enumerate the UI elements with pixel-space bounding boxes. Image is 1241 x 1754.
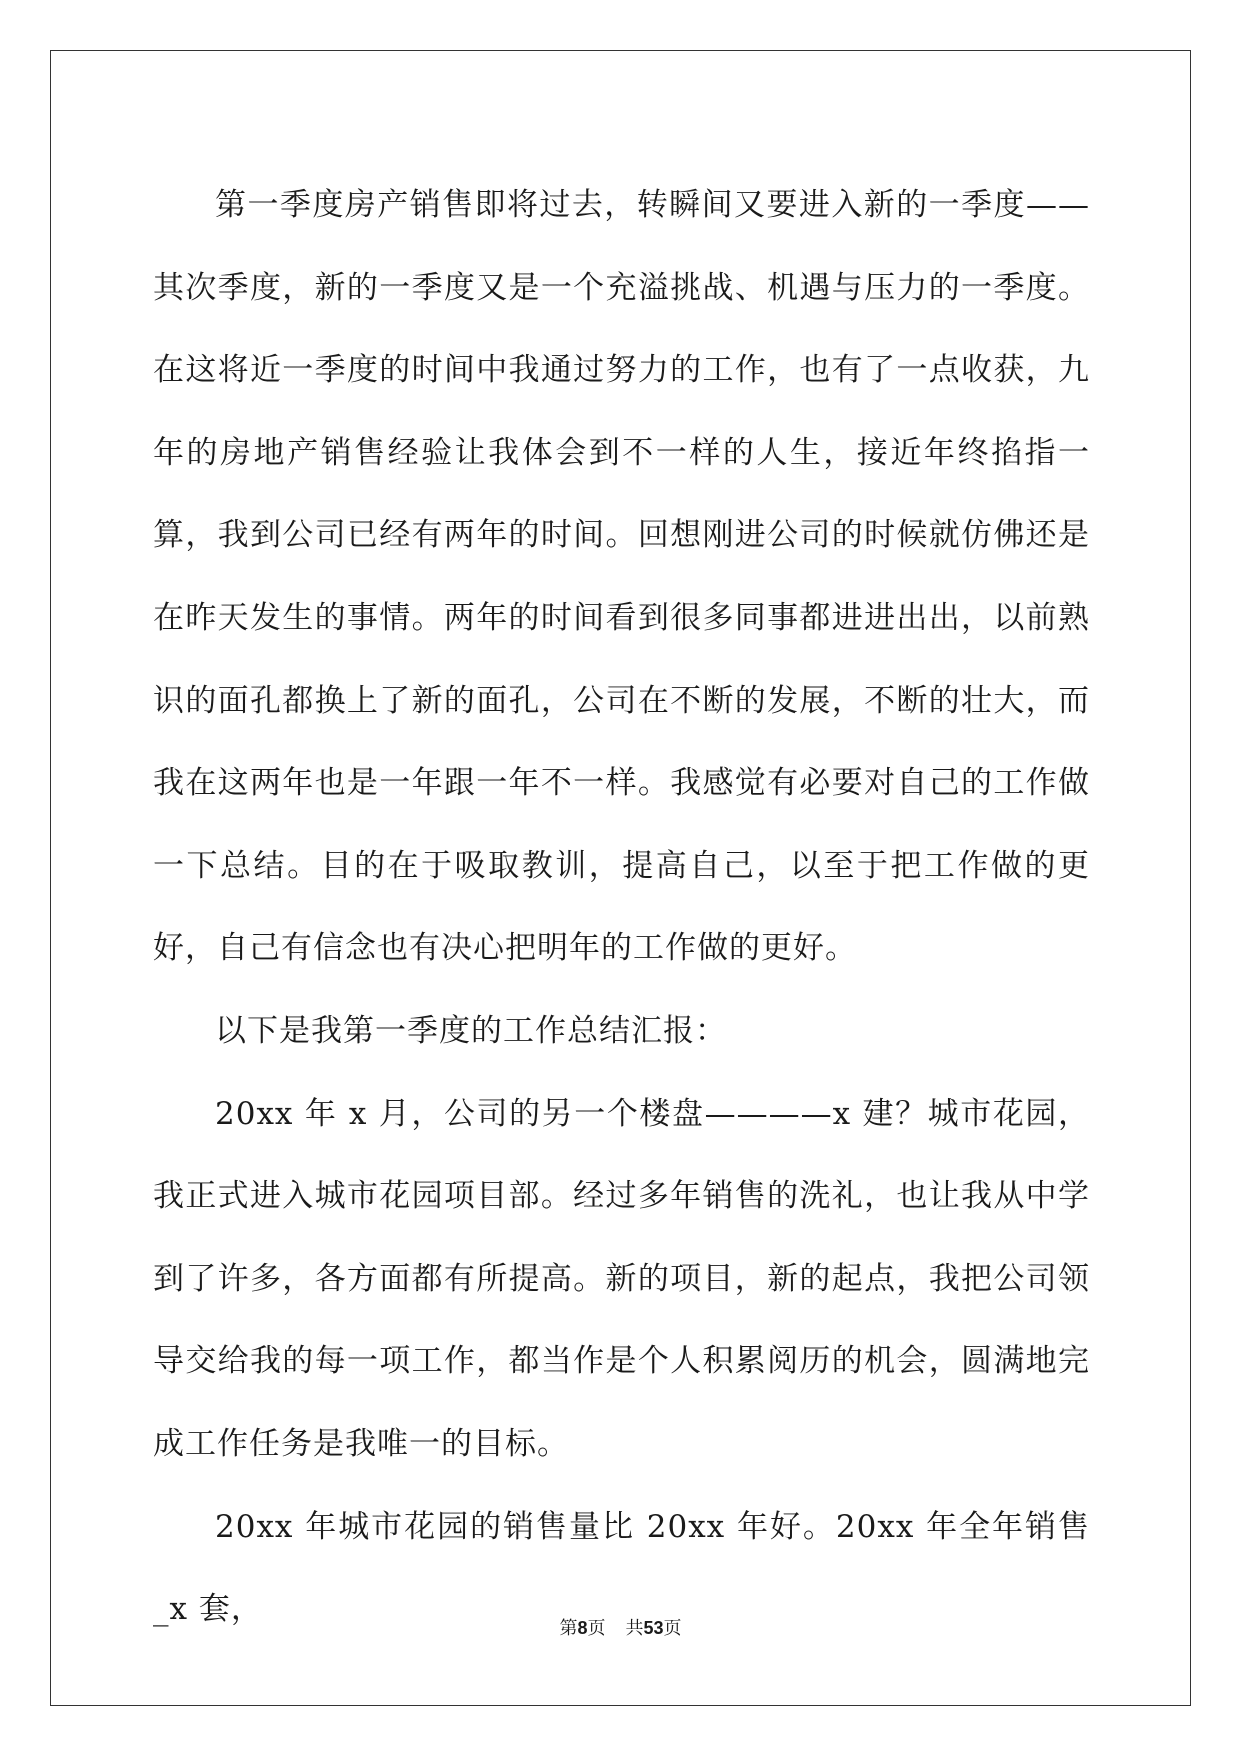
document-body [153,164,1090,1651]
footer-page-number: 8 [577,1618,588,1638]
footer-page-prefix: 第 [559,1618,578,1638]
paragraph-sales: 20xx 年城市花园的销售量比 20xx 年好。20xx 年全年销售_x 套， [153,1508,1090,1628]
footer-total-prefix: 共 [625,1618,644,1638]
paragraph-report-heading: 以下是我第一季度的工作总结汇报： [215,1012,727,1049]
footer-page-suffix: 页 [587,1618,606,1638]
paragraph-intro: 第一季度房产销售即将过去，转瞬间又要进入新的一季度——其次季度，新的一季度又是一个充溢挑战、机遇与压力的一季度。在这将近一季度的时间中我通过努力的工作，也有了一点收获，九年的房地产销售经验让我体会到不一样的人生，接近年终掐指一算，我到公司已经有两年的时间。回想刚进公司的时候就仿佛还是在昨天发生的事情。两年的时间看到很多同事都进进出出，以前熟识的面孔都换上了新的面孔，公司在不断的发展，不断的壮大，而我在这两年也是一年跟一年不一样。我感觉有必要对自己的工作做一下总结。目的在于吸取教训，提高自己，以至于把工作做的更好，自己有信念也有决心把明年的工作做的更好。 [153,187,1090,967]
footer-total-suffix: 页 [663,1618,682,1638]
page-footer [0,1616,1241,1640]
footer-total-pages: 53 [643,1618,664,1638]
paragraph-project: 20xx 年 x 月，公司的另一个楼盘————x 建？城市花园，我正式进入城市花园项目部。经过多年销售的洗礼，也让我从中学到了许多，各方面都有所提高。新的项目，新的起点，我把公司领导交给我的每一项工作，都当作是个人积累阅历的机会，圆满地完成工作任务是我唯一的目标。 [153,1095,1090,1462]
